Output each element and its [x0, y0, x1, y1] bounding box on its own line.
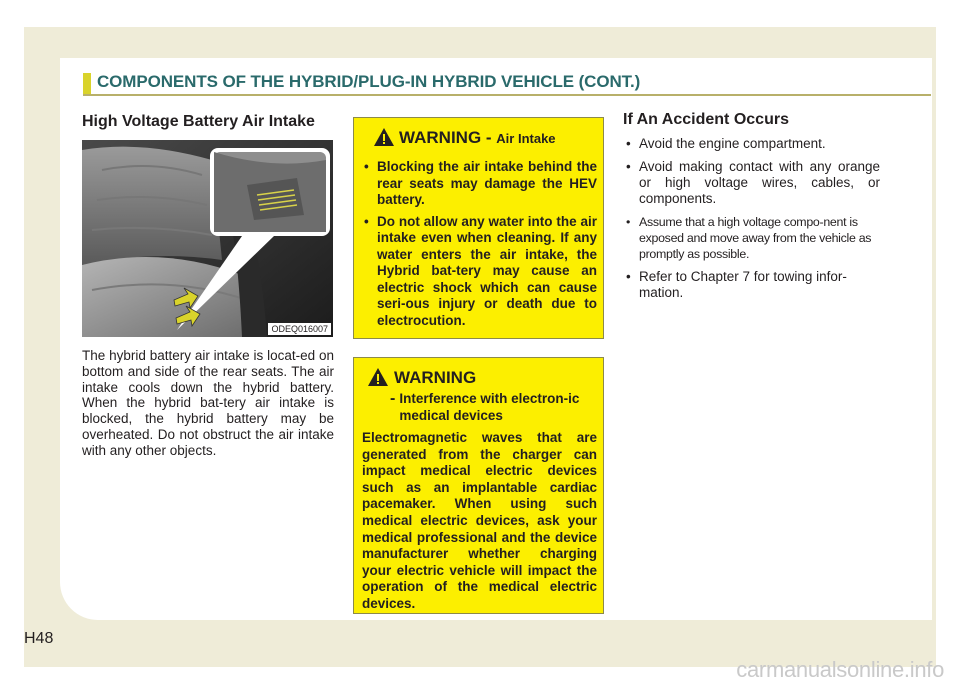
warning-triangle-icon: [373, 127, 395, 147]
warning-subtitle: Air Intake: [496, 131, 556, 146]
accident-list: [623, 136, 880, 308]
warning-subtitle: - Interference with electron-ic medical devices: [390, 390, 580, 423]
warning-title: WARNING - Air Intake: [399, 128, 556, 147]
accident-item: • Refer to Chapter 7 for towing infor-mation.: [626, 269, 847, 300]
warning-title: WARNING: [394, 368, 477, 387]
page-number: H48: [24, 630, 54, 647]
accident-item: • Avoid the engine compartment.: [626, 136, 826, 151]
section-header-title: COMPONENTS OF THE HYBRID/PLUG-IN HYBRID VEHICLE (CONT.): [97, 72, 641, 91]
image-code-label: ODEQ016007: [268, 323, 331, 335]
warning-item: • Do not allow any water into the air intake even when cleaning. If any water enters the air intake, the Hybrid bat-tery may cause an electric shock which can cause seri-ous injury or death due to electrocution.: [364, 213, 597, 328]
warning-box-air-intake: [353, 117, 604, 339]
watermark: carmanualsonline.info: [736, 657, 944, 682]
left-body-text: The hybrid battery air intake is locat-ed on bottom and side of the rear seats. The air intake cools down the hybrid battery. When the hybrid bat-tery air intake is blocked, the hybrid battery may be overheated. Do not obstruct the air intake with any other objects.: [82, 348, 334, 458]
accident-item: • Avoid making contact with any orange or high voltage wires, cables, or components.: [626, 159, 880, 206]
left-heading: High Voltage Battery Air Intake: [82, 113, 315, 130]
right-heading: If An Accident Occurs: [623, 111, 789, 128]
accident-item: • Assume that a high voltage compo-nent is exposed and move away from the vehicle as promptly as possible.: [626, 215, 872, 261]
seat-air-intake-photo: [82, 140, 333, 337]
warning-item: • Blocking the air intake behind the rear seats may damage the HEV battery.: [364, 159, 597, 207]
warning-header: [354, 127, 603, 151]
header-accent-bar: [83, 73, 91, 94]
header-rule: [83, 94, 931, 96]
seat-illustration: [82, 140, 333, 337]
warning-box-medical-devices: [353, 357, 604, 614]
warning-header: [354, 367, 603, 391]
warning-body: Electromagnetic waves that are generated from the charger can impact medical electric devices such as an implantable cardiac pacemaker. When using such medical electric devices, ask your medical professional and the device manufacturer whether charging your electric vehicle will impact the operation of the medical electric devices.: [362, 430, 597, 611]
warning-list: [360, 159, 597, 329]
warning-triangle-icon: [367, 367, 389, 387]
